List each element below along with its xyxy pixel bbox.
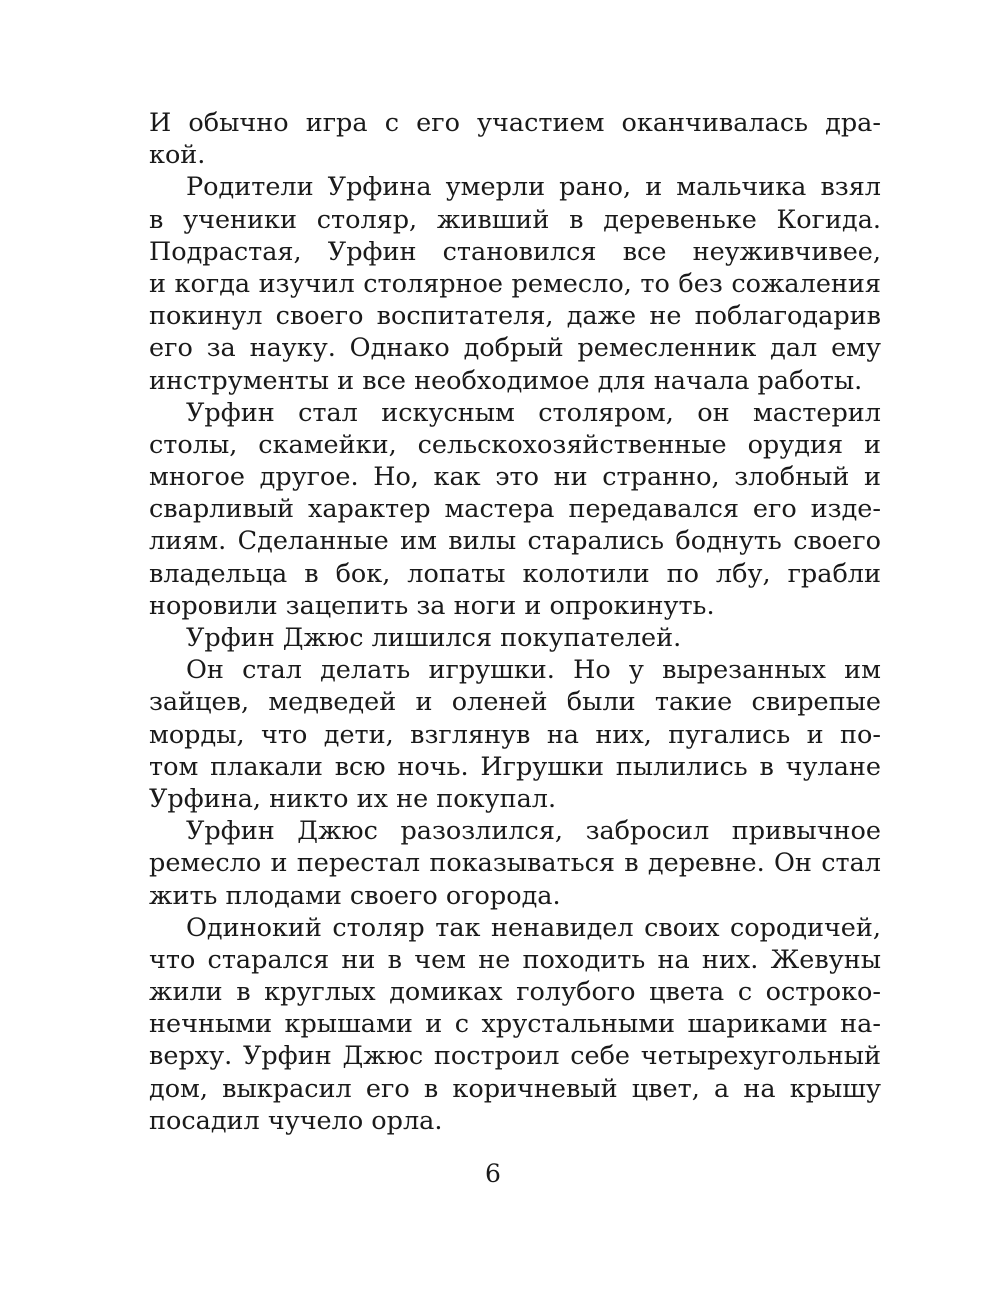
text-line: и когда изучил столярное ремесло, то без сожаления <box>149 268 881 299</box>
text-line: Урфин Джюс лишился покупателей. <box>186 623 682 653</box>
text-line: верху. Урфин Джюс построил себе четырехугольный <box>149 1041 881 1072</box>
text-line: в ученики столяр, живший в деревеньке Когида. <box>149 204 881 235</box>
text-line: кой. <box>149 140 206 171</box>
text-line: нечными крышами и с хрустальными шариками на- <box>149 1009 881 1040</box>
text-line: норовили зацепить за ноги и опрокинуть. <box>149 590 715 621</box>
text-line: морды, что дети, взглянув на них, пугались и по- <box>149 719 881 750</box>
text-line: владельца в бок, лопаты колотили по лбу, грабли <box>149 558 881 589</box>
page-number: 6 <box>485 1159 501 1188</box>
text-line: жили в круглых домиках голубого цвета с остроко- <box>149 977 881 1008</box>
text-line: Родители Урфина умерли рано, и мальчика взял <box>186 172 881 203</box>
body-text <box>149 107 881 1137</box>
text-line: жить плодами своего огорода. <box>149 880 561 911</box>
text-line: Урфина, никто их не покупал. <box>149 783 557 814</box>
text-line: том плакали всю ночь. Игрушки пылились в чулане <box>149 751 881 782</box>
text-line: инструменты и все необходимое для начала работы. <box>149 365 863 396</box>
text-line: зайцев, медведей и оленей были такие свирепые <box>149 687 881 718</box>
text-line: Одинокий столяр так ненавидел своих сородичей, <box>186 912 881 943</box>
text-line: Он стал делать игрушки. Но у вырезанных им <box>186 655 881 686</box>
text-line: сварливый характер мастера передавался его изде- <box>149 494 881 525</box>
text-line: ремесло и перестал показываться в деревне. Он стал <box>149 848 881 879</box>
text-line: Урфин стал искусным столяром, он мастерил <box>186 397 881 428</box>
text-line: посадил чучело орла. <box>149 1105 443 1136</box>
text-line: что старался ни в чем не походить на них. Жевуны <box>149 944 881 975</box>
text-line: его за науку. Однако добрый ремесленник дал ему <box>149 333 881 364</box>
text-line: Урфин Джюс разозлился, забросил привычное <box>186 816 881 847</box>
text-line: Подрастая, Урфин становился все неуживчивее, <box>149 236 881 267</box>
text-line: дом, выкрасил его в коричневый цвет, а на крышу <box>149 1073 881 1104</box>
text-line: покинул своего воспитателя, даже не поблагодарив <box>149 301 881 332</box>
text-line: лиям. Сделанные им вилы старались боднуть своего <box>149 526 881 557</box>
text-line: многое другое. Но, как это ни странно, злобный и <box>149 462 881 493</box>
text-line: столы, скамейки, сельскохозяйственные орудия и <box>149 429 881 460</box>
text-line: И обычно игра с его участием оканчивалась дра- <box>149 108 881 138</box>
